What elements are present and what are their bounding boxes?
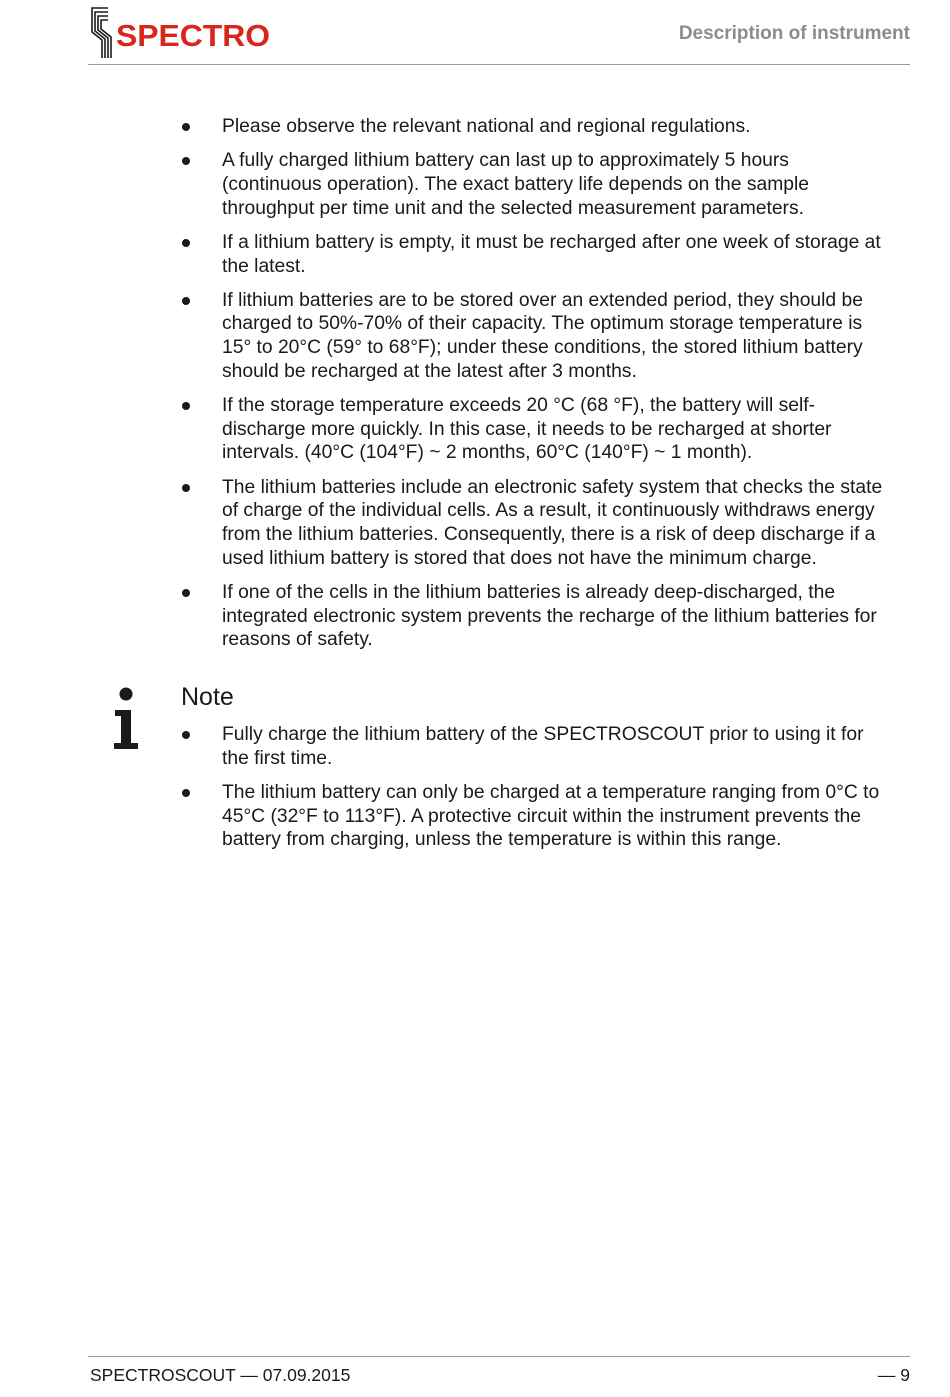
spectro-logo [88, 6, 273, 60]
list-item [180, 149, 920, 220]
list-item [180, 581, 920, 652]
text-line: battery from charging, unless the temperature is within this range. [222, 829, 782, 851]
text-line: 15° to 20°C (59° to 68°F); under these conditions, the stored lithium battery [222, 337, 863, 359]
text-line: 45°C (32°F to 113°F). A protective circuit within the instrument prevents the [222, 805, 861, 827]
text-line: of charge of the individual cells. As a result, it continuously withdraws energy [222, 500, 875, 522]
bullet-icon [182, 239, 190, 247]
text-line: charged to 50%-70% of their capacity. The optimum storage temperature is [222, 313, 863, 335]
text-line: (continuous operation). The exact battery life depends on the sample [222, 173, 810, 195]
text-line: If a lithium battery is empty, it must be recharged after one week of storage at [222, 231, 881, 253]
bullet-icon [182, 297, 190, 305]
text-line: The lithium batteries include an electronic safety system that checks the state [222, 476, 883, 498]
bullet-list [180, 115, 920, 663]
text-line: reasons of safety. [222, 629, 373, 651]
text-line: throughput per time unit and the selected measurement parameters. [222, 197, 804, 219]
text-line: integrated electronic system prevents the recharge of the lithium batteries for [222, 605, 877, 627]
bullet-icon [182, 157, 190, 165]
svg-text:SPECTRO: SPECTRO [116, 18, 270, 53]
text-line: used lithium battery is stored that does not have the minimum charge. [222, 547, 817, 569]
list-item [180, 231, 920, 278]
footer-divider [88, 1356, 910, 1357]
footer-doc-info: SPECTROSCOUT — 07.09.2015 [90, 1365, 351, 1385]
list-item [180, 476, 920, 571]
list-item [180, 289, 920, 384]
text-line: discharge more quickly. In this case, it needs to be recharged at shorter [222, 418, 832, 440]
text-line: the first time. [222, 747, 333, 769]
text-line: If lithium batteries are to be stored over an extended period, they should be [222, 289, 863, 311]
header-divider [88, 64, 910, 65]
text-line: A fully charged lithium battery can last up to approximately 5 hours [222, 150, 789, 172]
text-line: If the storage temperature exceeds 20 °C (68 °F), the battery will self- [222, 395, 816, 417]
page-number: — 9 [877, 1365, 910, 1385]
text-line: from the lithium batteries. Consequently, there is a risk of deep discharge if a [222, 524, 876, 546]
list-item [180, 394, 920, 465]
note-list [180, 723, 920, 863]
text-line: should be recharged at the latest after 3 months. [222, 360, 637, 382]
bullet-icon [182, 731, 190, 739]
section-title: Description of instrument [678, 23, 910, 44]
info-icon [112, 687, 140, 751]
text-line: Please observe the relevant national and regional regulations. [222, 116, 751, 137]
bullet-icon [182, 484, 190, 492]
note-title: Note [181, 683, 234, 711]
text-line: Fully charge the lithium battery of the SPECTROSCOUT prior to using it for [222, 724, 864, 745]
bullet-icon [182, 789, 190, 797]
list-item [180, 115, 920, 139]
bullet-icon [182, 589, 190, 597]
list-item [180, 723, 920, 770]
list-item [180, 781, 920, 852]
text-line: the latest. [222, 255, 306, 277]
text-line: If one of the cells in the lithium batteries is already deep-discharged, the [222, 581, 836, 603]
text-line: intervals. (40°C (104°F) ~ 2 months, 60°C (140°F) ~ 1 month). [222, 442, 753, 464]
bullet-icon [182, 402, 190, 410]
text-line: The lithium battery can only be charged at a temperature ranging from 0°C to [222, 781, 880, 803]
bullet-icon [182, 123, 190, 131]
